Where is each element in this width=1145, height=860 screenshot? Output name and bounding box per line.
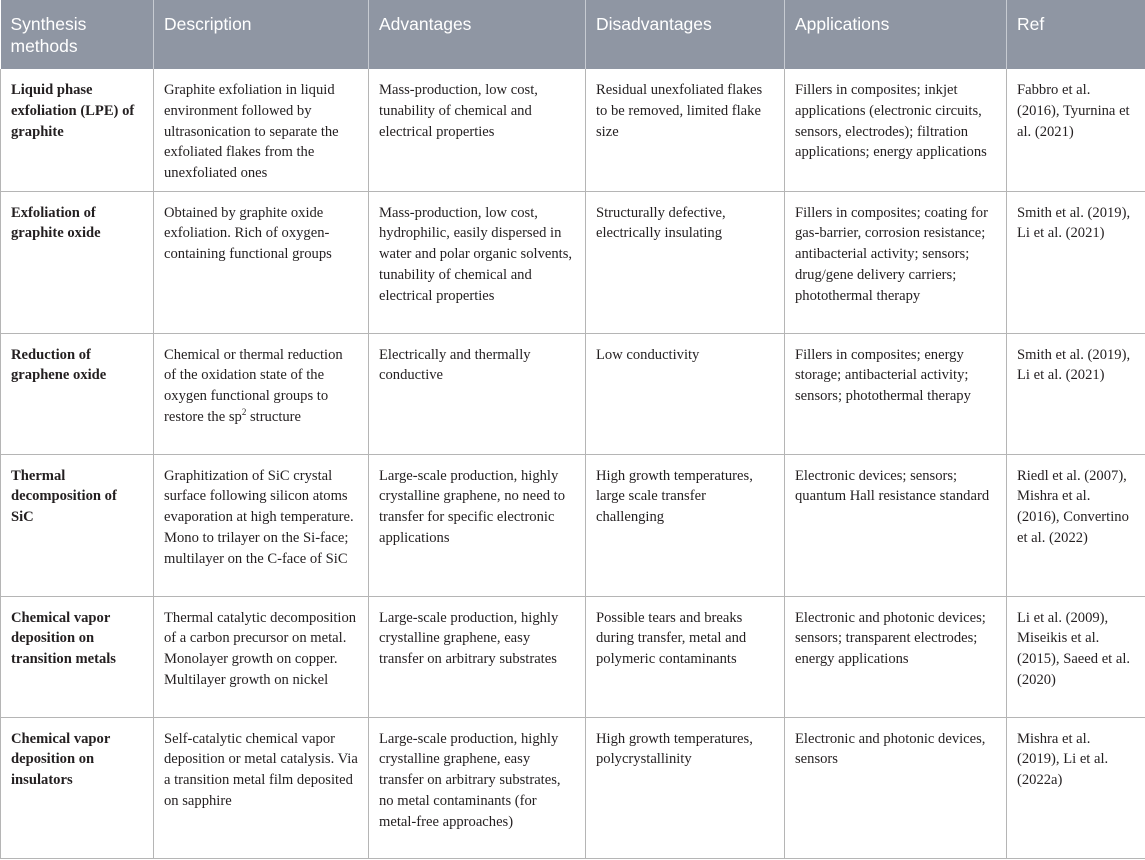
advantages-cell: Mass-production, low cost, hydrophilic, easily dispersed in water and polar organic solvents, tunability of chemical and electrical properties bbox=[369, 191, 586, 333]
disadvantages-cell: High growth temperatures, large scale transfer challenging bbox=[586, 454, 785, 596]
disadvantages-cell: Low conductivity bbox=[586, 333, 785, 454]
table-row bbox=[1, 717, 1145, 858]
header-advantages: Advantages bbox=[369, 0, 586, 69]
applications-cell: Electronic and photonic devices, sensors bbox=[785, 717, 1007, 858]
description-cell: Graphite exfoliation in liquid environment followed by ultrasonication to separate the exfoliated flakes from the unexfoliated ones bbox=[154, 69, 369, 191]
applications-cell: Fillers in composites; inkjet applications (electronic circuits, sensors, electrodes); filtration applications; energy applications bbox=[785, 69, 1007, 191]
description-text: Chemical or thermal reduction of the oxidation state of the oxygen functional groups to restore the sp bbox=[164, 346, 343, 425]
ref-cell: Mishra et al. (2019), Li et al. (2022a) bbox=[1007, 717, 1145, 858]
description-cell: Thermal catalytic decomposition of a carbon precursor on metal. Monolayer growth on copper. Multilayer growth on nickel bbox=[154, 596, 369, 717]
description-cell: Graphitization of SiC crystal surface following silicon atoms evaporation at high temperature. Mono to trilayer on the Si-face; multilayer on the C-face of SiC bbox=[154, 454, 369, 596]
advantages-cell: Electrically and thermally conductive bbox=[369, 333, 586, 454]
header-synthesis-methods: Synthesis methods bbox=[1, 0, 154, 69]
header-applications: Applications bbox=[785, 0, 1007, 69]
ref-cell: Li et al. (2009), Miseikis et al. (2015), Saeed et al. (2020) bbox=[1007, 596, 1145, 717]
disadvantages-cell: Residual unexfoliated flakes to be removed, limited flake size bbox=[586, 69, 785, 191]
table-row bbox=[1, 69, 1145, 191]
table-row bbox=[1, 596, 1145, 717]
disadvantages-cell: High growth temperatures, polycrystallinity bbox=[586, 717, 785, 858]
applications-cell: Electronic devices; sensors; quantum Hall resistance standard bbox=[785, 454, 1007, 596]
header-row bbox=[1, 0, 1145, 69]
method-cell: Thermal decomposition of SiC bbox=[1, 454, 154, 596]
method-cell: Liquid phase exfoliation (LPE) of graphite bbox=[1, 69, 154, 191]
table-row bbox=[1, 333, 1145, 454]
advantages-cell: Mass-production, low cost, tunability of chemical and electrical properties bbox=[369, 69, 586, 191]
description-cell: Self-catalytic chemical vapor deposition or metal catalysis. Via a transition metal film deposited on sapphire bbox=[154, 717, 369, 858]
table-row bbox=[1, 191, 1145, 333]
ref-cell: Smith et al. (2019), Li et al. (2021) bbox=[1007, 191, 1145, 333]
ref-cell: Smith et al. (2019), Li et al. (2021) bbox=[1007, 333, 1145, 454]
advantages-cell: Large-scale production, highly crystalline graphene, no need to transfer for specific electronic applications bbox=[369, 454, 586, 596]
advantages-cell: Large-scale production, highly crystalline graphene, easy transfer on arbitrary substrates bbox=[369, 596, 586, 717]
ref-cell: Fabbro et al. (2016), Tyurnina et al. (2021) bbox=[1007, 69, 1145, 191]
superscript: 2 bbox=[241, 407, 247, 418]
header-ref: Ref bbox=[1007, 0, 1145, 69]
disadvantages-cell: Possible tears and breaks during transfer, metal and polymeric contaminants bbox=[586, 596, 785, 717]
method-cell: Chemical vapor deposition on transition metals bbox=[1, 596, 154, 717]
method-cell: Reduction of graphene oxide bbox=[1, 333, 154, 454]
method-cell: Chemical vapor deposition on insulators bbox=[1, 717, 154, 858]
table-body bbox=[1, 69, 1145, 858]
advantages-cell: Large-scale production, highly crystalline graphene, easy transfer on arbitrary substrates, no metal contaminants (for metal-free approaches) bbox=[369, 717, 586, 858]
method-cell: Exfoliation of graphite oxide bbox=[1, 191, 154, 333]
description-cell bbox=[154, 333, 369, 454]
applications-cell: Electronic and photonic devices; sensors; transparent electrodes; energy applications bbox=[785, 596, 1007, 717]
applications-cell: Fillers in composites; energy storage; antibacterial activity; sensors; photothermal therapy bbox=[785, 333, 1007, 454]
disadvantages-cell: Structurally defective, electrically insulating bbox=[586, 191, 785, 333]
ref-cell: Riedl et al. (2007), Mishra et al. (2016), Convertino et al. (2022) bbox=[1007, 454, 1145, 596]
applications-cell: Fillers in composites; coating for gas-barrier, corrosion resistance; antibacterial activity; sensors; drug/gene delivery carriers; photothermal therapy bbox=[785, 191, 1007, 333]
description-text-end: structure bbox=[246, 408, 302, 425]
header-description: Description bbox=[154, 0, 369, 69]
table-row bbox=[1, 454, 1145, 596]
header-disadvantages: Disadvantages bbox=[586, 0, 785, 69]
table-header bbox=[1, 0, 1145, 69]
description-cell: Obtained by graphite oxide exfoliation. Rich of oxygen-containing functional groups bbox=[154, 191, 369, 333]
